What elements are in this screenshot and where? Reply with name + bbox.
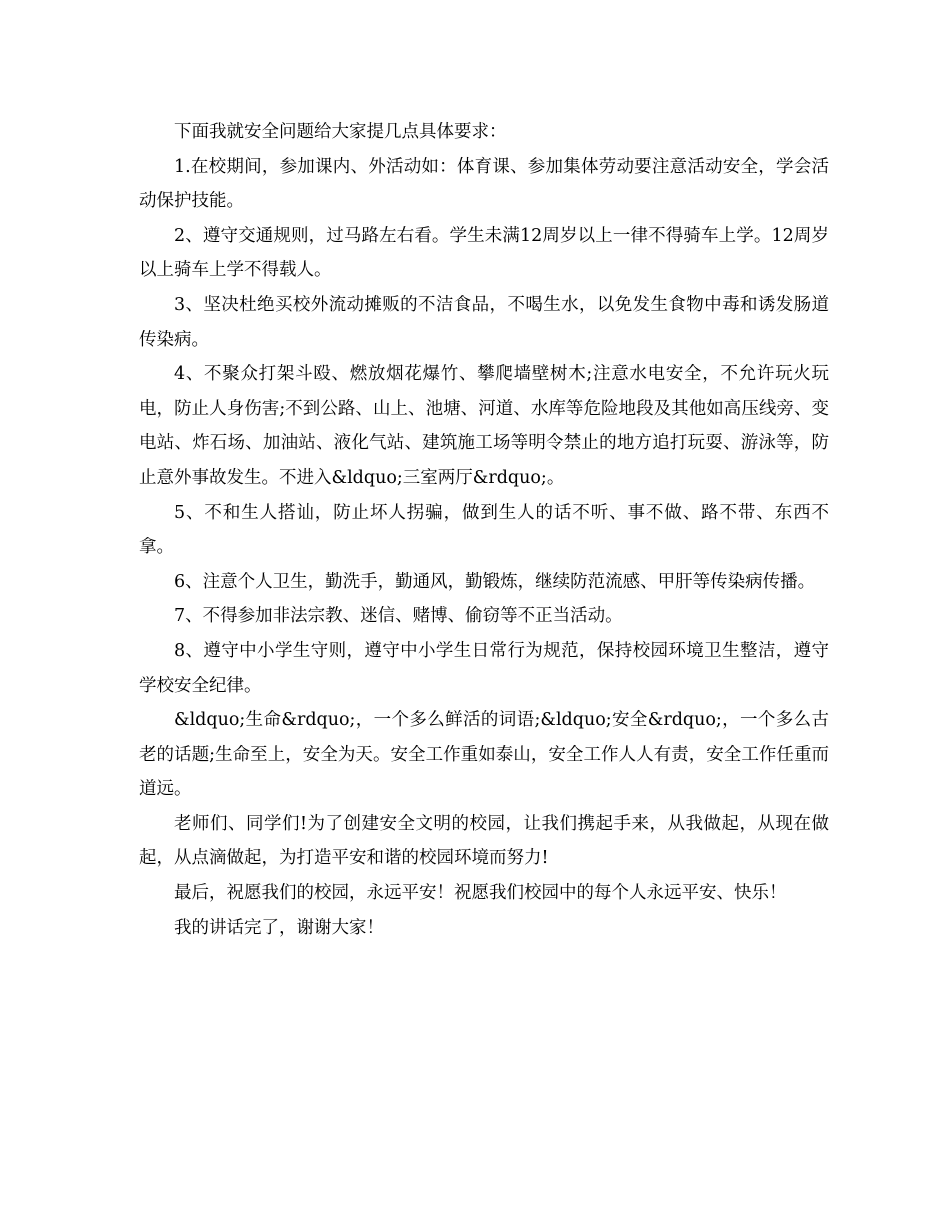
paragraph-rule-3: 3、坚决杜绝买校外流动摊贩的不洁食品，不喝生水，以免发生食物中毒和诱发肠道传染病。 <box>139 294 829 350</box>
paragraph-rule-8: 8、遵守中小学生守则，遵守中小学生日常行为规范，保持校园环境卫生整洁，遵守学校安全纪律。 <box>139 640 829 696</box>
paragraph-rule-1: 1.在校期间，参加课内、外活动如：体育课、参加集体劳动要注意活动安全，学会活动保护技能。 <box>139 156 829 212</box>
paragraph-life-safety: &ldquo;生命&rdquo;，一个多么鲜活的词语;&ldquo;安全&rdquo;，一个多么古老的话题;生命至上，安全为天。安全工作重如泰山，安全工作人人有责，安全工作任重而道远。 <box>139 710 829 800</box>
paragraph-rule-5: 5、不和生人搭讪，防止坏人拐骗，做到生人的话不听、事不做、路不带、东西不拿。 <box>139 502 829 558</box>
paragraph-rule-6: 6、注意个人卫生，勤洗手，勤通风，勤锻炼，继续防范流感、甲肝等传染病传播。 <box>174 571 816 592</box>
paragraph-wishes: 最后，祝愿我们的校园，永远平安！祝愿我们校园中的每个人永远平安、快乐！ <box>174 883 787 904</box>
document-body <box>139 115 829 945</box>
paragraph-rule-7: 7、不得参加非法宗教、迷信、赌博、偷窃等不正当活动。 <box>174 606 623 627</box>
paragraph-rule-2: 2、遵守交通规则，过马路左右看。学生未满12周岁以上一律不得骑车上学。12周岁以上骑车上学不得载人。 <box>139 225 829 281</box>
paragraph-call-to-action: 老师们、同学们!为了创建安全文明的校园，让我们携起手来，从我做起，从现在做起，从点滴做起，为打造平安和谐的校园环境而努力! <box>139 813 829 869</box>
paragraph-closing: 我的讲话完了，谢谢大家！ <box>174 917 384 938</box>
paragraph-intro: 下面我就安全问题给大家提几点具体要求： <box>174 122 507 142</box>
paragraph-rule-4: 4、不聚众打架斗殴、燃放烟花爆竹、攀爬墙壁树木;注意水电安全，不允许玩火玩电，防止人身伤害;不到公路、山上、池塘、河道、水库等危险地段及其他如高压线旁、变电站、炸石场、加油站、液化气站、建筑施工场等明令禁止的地方追打玩耍、游泳等，防止意外事故发生。不进入&ldquo;三室两厅&rdquo;。 <box>139 364 829 488</box>
